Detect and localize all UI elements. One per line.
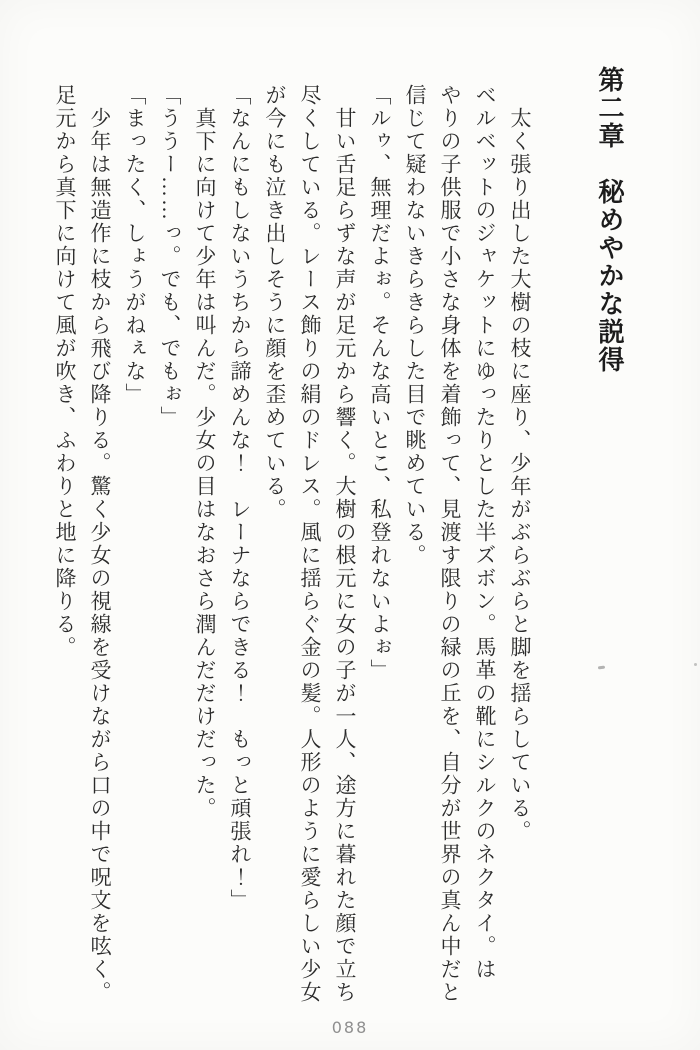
text-column: 「ルゥ、無理だよぉ。そんな高いとこ、私登れないよぉ」 xyxy=(368,84,392,682)
page-number: 088 xyxy=(331,1018,369,1037)
chapter-title: 第二章 秘めやかな説得 xyxy=(595,66,624,374)
text-column: 尽くしている。レース飾りの絹のドレス。風に揺らぐ金の髪。人形のように愛らしい少女 xyxy=(298,84,322,1004)
text-column: 「まったく、しょうがねぇな」 xyxy=(123,84,147,406)
scan-artifact-dot xyxy=(694,663,697,666)
body-text xyxy=(47,84,537,1009)
text-column: 信じて疑わないきらきらした目で眺めている。 xyxy=(403,84,427,567)
text-column: 「ううー……っ。でも、でもぉ」 xyxy=(158,84,182,429)
text-column: 甘い舌足らずな声が足元から響く。大樹の根元に女の子が一人、途方に暮れた顔で立ち xyxy=(333,84,357,1004)
text-column: ベルベットのジャケットにゆったりとした半ズボン。馬革の靴にシルクのネクタイ。は xyxy=(473,84,497,981)
text-column: 「なんにもしないうちから諦めんな！ レーナならできる！ もっと頑張れ！」 xyxy=(228,84,252,912)
text-column: やりの子供服で小さな身体を着飾って、見渡す限りの緑の丘を、自分が世界の真ん中だと xyxy=(438,84,462,1004)
scan-artifact-speck xyxy=(598,666,605,670)
text-column: 真下に向けて少年は叫んだ。少女の目はなおさら潤んだだけだった。 xyxy=(193,84,217,820)
text-column: が今にも泣き出しそうに顔を歪めている。 xyxy=(263,84,287,521)
text-column: 足元から真下に向けて風が吹き、ふわりと地に降りる。 xyxy=(53,84,77,659)
text-column: 太く張り出した大樹の枝に座り、少年がぶらぶらと脚を揺らしている。 xyxy=(508,84,532,843)
text-column: 少年は無造作に枝から飛び降りる。驚く少女の視線を受けながら口の中で呪文を呟く。 xyxy=(88,84,112,1004)
